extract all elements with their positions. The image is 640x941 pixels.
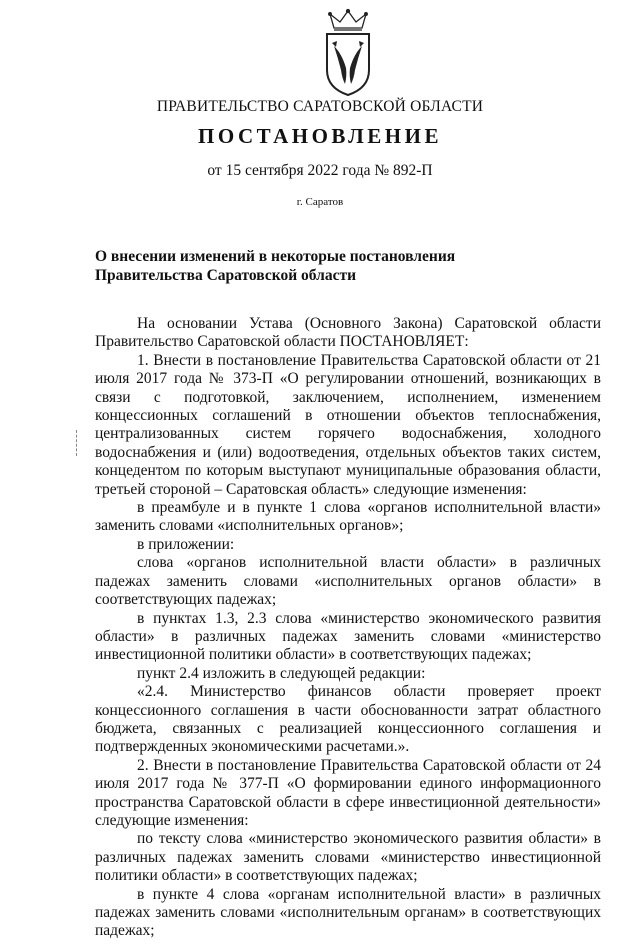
subject-line-2: Правительства Саратовской области: [95, 267, 356, 284]
paragraph: слова «органов исполнительной власти области» в различных падежах заменить словами «исполнительных органов области» в соответствующих падежах;: [95, 554, 601, 609]
paragraph: в преамбуле и в пункте 1 слова «органов исполнительной власти» заменить словами «исполнительных органов»;: [95, 499, 601, 535]
saratov-coat-of-arms-icon: [322, 8, 374, 98]
paragraph: по тексту слова «министерство экономического развития области» в различных падежах заменить словами «министерство инвестиционной политики области» в соответствующих падежах;: [95, 830, 601, 885]
subject-line-1: О внесении изменений в некоторые постановления: [95, 248, 456, 265]
paragraph: в пунктах 1.3, 2.3 слова «министерство экономического развития области» в различных падежах заменить словами «министерство инвестиционной политики области» в соответствующих падежах;: [95, 609, 601, 664]
city-name: г. Саратов: [296, 196, 344, 208]
document-type-title: ПОСТАНОВЛЕНИЕ: [198, 124, 442, 148]
paragraph-quoted-clause: «2.4. Министерство финансов области проверяет проект концессионного соглашения в части обоснованности затрат областного бюджета, связанных с реализацией концессионного соглашения и подтвержденных экономическими расчетами.».: [95, 683, 601, 756]
paragraph-item-1: 1. Внести в постановление Правительства Саратовской области от 21 июля 2017 года № 373-П «О регулировании отношений, возникающих в связи с подготовкой, заключением, исполнением, изменением концессионных соглашений в отношении объектов теплоснабжения, централизованных систем горячего водоснабжения, холодного водоснабжения и (или) водоотведения, отдельных объектов таких систем, концедентом по которым выступают муниципальные образования области, третьей стороной – Саратовская область» следующие изменения:: [95, 351, 601, 498]
paragraph: пункт 2.4 изложить в следующей редакции:: [137, 664, 426, 682]
document-body: [95, 315, 601, 941]
government-name: ПРАВИТЕЛЬСТВО САРАТОВСКОЙ ОБЛАСТИ: [156, 98, 484, 115]
document-date-number: от 15 сентября 2022 года № 892-П: [207, 162, 433, 179]
paragraph-preamble: На основании Устава (Основного Закона) Саратовской области Правительство Саратовской области ПОСТАНОВЛЯЕТ:: [95, 315, 601, 351]
paragraph-item-2: 2. Внести в постановление Правительства Саратовской области от 24 июля 2017 года № 377-П «О формировании единого информационного пространства Саратовской области в сфере инвестиционной деятельности» следующие изменения:: [95, 756, 601, 829]
document-subject: [95, 247, 515, 285]
paragraph: в приложении:: [137, 535, 235, 553]
paragraph: в пункте 4 слова «органам исполнительной власти» в различных падежах заменить словами «исполнительным органам» в соответствующих падежах;: [95, 885, 601, 940]
margin-mark: [76, 430, 78, 456]
